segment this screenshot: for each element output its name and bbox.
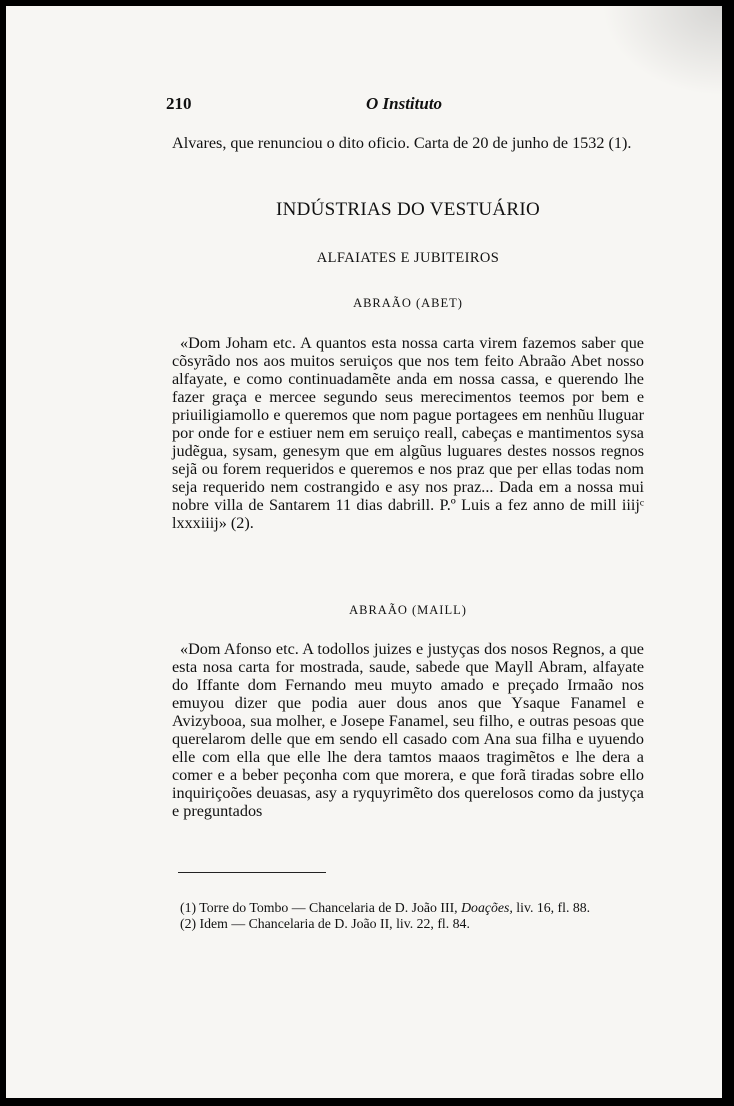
footnote-1-reference: liv. 16, fl. 88. <box>516 900 591 915</box>
entry-paragraph: «Dom Afonso etc. A todollos juizes e justyças dos nosos Regnos, a que esta nosa carta for mostrada, saude, sabede que Mayll Abram, alfayate do Iffante dom Fernando meu muyto amado e preçado Irmaão nos emuyou dizer que podia auer dous anos que Ysaque Fanamel e Avizybooa, sua molher, e Josepe Fanamel, seu filho, e outras pesoas que querelarom delle que em sendo ell casado com Ana sua filha e uyuendo elle com ella que elle lhe dera tamtos maaos tragimẽtos e lhe dera a comer e a beber peçonha com que morera, e que forã tiradas sobre ello inquiriçoões deuasas, asy a ryquyrimẽto dos querelosos como da justyça e preguntados <box>172 640 644 820</box>
footnote-1 <box>172 900 646 916</box>
section-title: INDÚSTRIAS DO VESTUÁRIO <box>275 199 541 220</box>
entry-heading: ABRAÃO (ABET) <box>353 296 463 310</box>
entry-heading: ABRAÃO (MAILL) <box>349 603 467 617</box>
page-number: 210 <box>166 94 192 113</box>
running-header <box>166 94 636 116</box>
journal-title: O Instituto <box>366 94 443 113</box>
page-stain <box>602 6 722 96</box>
footnote-1-source: (1) Torre do Tombo — Chancelaria de D. João III, <box>180 900 458 915</box>
footnotes <box>172 900 646 932</box>
document-page <box>6 6 722 1098</box>
continuation-paragraph: Alvares, que renunciou o dito oficio. Carta de 20 de junho de 1532 (1). <box>172 134 632 152</box>
footnote-divider <box>178 872 326 873</box>
footnote-2: (2) Idem — Chancelaria de D. João II, liv. 22, fl. 84. <box>180 916 470 931</box>
entry-paragraph: «Dom Joham etc. A quantos esta nossa carta virem fazemos saber que cõsyrãdo nos aos muitos seruiços que nos tem feito Abraão Abet nosso alfayate, e como continuadamẽte anda em nossa cassa, e querendo lhe fazer graça e mercee segundo seus merecimentos teemos por bem e priuiligiamollo e queremos que nom pague portagees em nenhũu lluguar por onde for e estiuer nem em seruiço reall, cabeças e mantimentos sysa judẽgua, sysam, genesym que em algũus luguares destes nossos regnos sejã ou forem requeridos e queremos e nos praz que per ellas todas nom seja requerido nem costrangido e asy nos praz... Dada em a nossa mui nobre villa de Santarem 11 dias dabrill. P.º Luis a fez anno de mill iiijᶜ lxxxiiij» (2). <box>172 334 644 532</box>
subsection-title: ALFAIATES E JUBITEIROS <box>316 250 500 266</box>
footnote-1-title: Doações, <box>461 900 513 915</box>
